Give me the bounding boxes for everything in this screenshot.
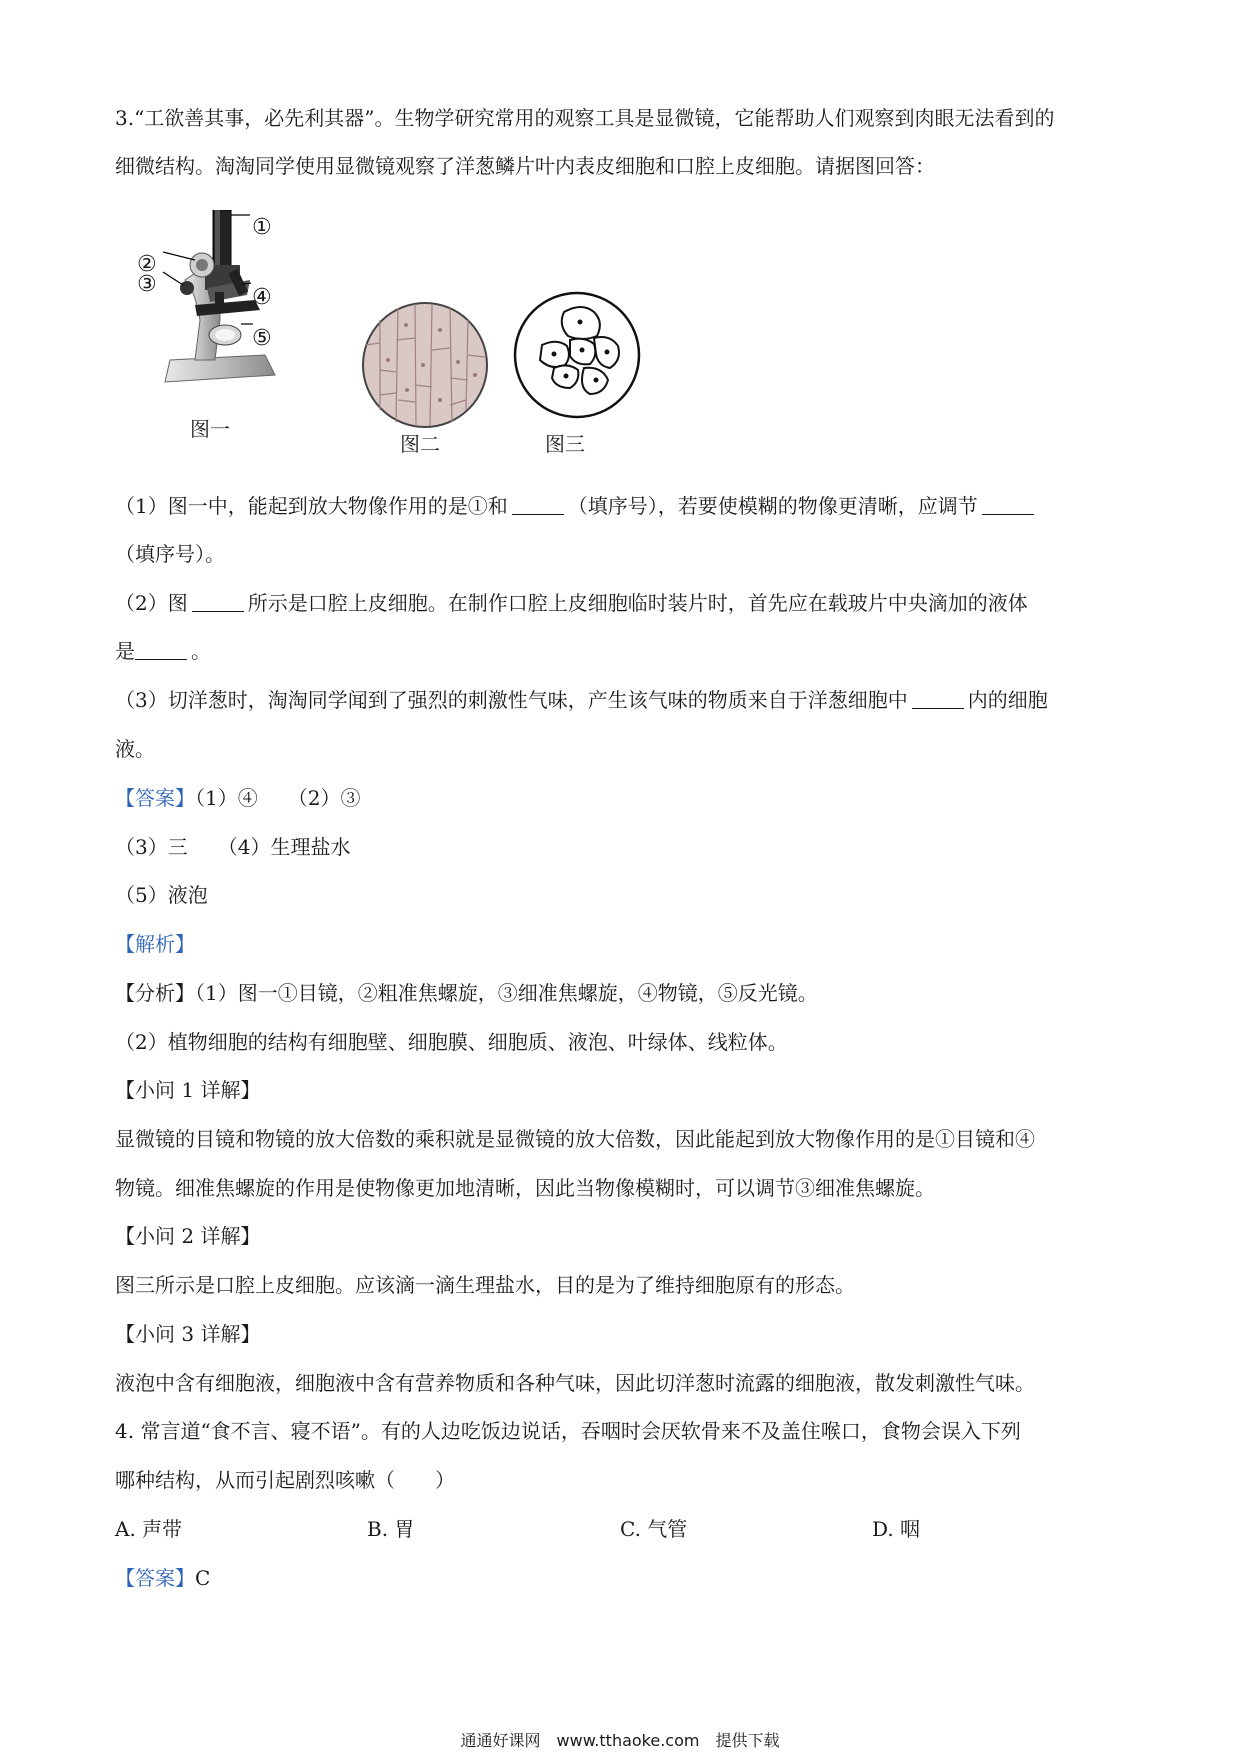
answer-tag: 【答案】 — [115, 786, 195, 810]
q4-option-d: D. 咽 — [872, 1517, 921, 1541]
cheek-cells-figure — [512, 290, 642, 420]
q3-stem-line1: 3.“工欲善其事，必先利其器”。生物学研究常用的观察工具是显微镜，它能帮助人们观察到肉眼无法看到的 — [115, 106, 1055, 130]
figure2-caption: 图二 — [400, 432, 440, 456]
detail2-title: 【小问 2 详解】 — [115, 1224, 261, 1248]
blank-3 — [192, 591, 244, 612]
q3-answer-line3: （5）液泡 — [115, 883, 208, 907]
label-2: ② — [137, 252, 157, 277]
analysis-tag: 【解析】 — [115, 932, 195, 956]
onion-cells-figure — [360, 300, 490, 430]
blank-2 — [982, 494, 1034, 515]
blank-1 — [512, 494, 564, 515]
blank-4 — [135, 639, 187, 660]
q4-stem-line1: 4. 常言道“食不言、寝不语”。有的人边吃饭边说话，吞咽时会厌软骨来不及盖住喉口，食物会误入下列 — [115, 1419, 1021, 1443]
q4-option-a: A. 声带 — [115, 1517, 183, 1541]
q3-sub1-line1: （1）图一中，能起到放大物像作用的是①和 （填序号），若要使模糊的物像更清晰，应调节 — [115, 492, 1135, 520]
label-3: ③ — [137, 272, 157, 297]
detail3-line1: 液泡中含有细胞液，细胞液中含有营养物质和各种气味，因此切洋葱时流露的细胞液，散发刺激性气味。 — [115, 1371, 1035, 1395]
q3-sub3-line2: 液。 — [115, 737, 155, 761]
detail1-title: 【小问 1 详解】 — [115, 1078, 261, 1102]
q4-stem-line2: 哪种结构，从而引起剧烈咳嗽（ ） — [115, 1468, 455, 1492]
detail1-line2: 物镜。细准焦螺旋的作用是使物像更加地清晰，因此当物像模糊时，可以调节③细准焦螺旋。 — [115, 1176, 935, 1200]
q3-sub2-line2: 是 。 — [115, 639, 211, 663]
q3-sub1-line2: （填序号）。 — [115, 542, 225, 566]
detail3-title: 【小问 3 详解】 — [115, 1322, 261, 1346]
detail1-line1: 显微镜的目镜和物镜的放大倍数的乘积就是显微镜的放大倍数，因此能起到放大物像作用的是①目镜和④ — [115, 1127, 1035, 1151]
detail2-line1: 图三所示是口腔上皮细胞。应该滴一滴生理盐水，目的是为了维持细胞原有的形态。 — [115, 1273, 855, 1297]
q3-answer-line2: （3）三 （4）生理盐水 — [115, 835, 351, 859]
q3-sub3-line1: （3）切洋葱时，淘淘同学闻到了强烈的刺激性气味，产生该气味的物质来自于洋葱细胞中 内的细胞 — [115, 688, 1048, 712]
q4-answer: 【答案】C — [115, 1566, 211, 1590]
q3-stem-line2: 细微结构。淘淘同学使用显微镜观察了洋葱鳞片叶内表皮细胞和口腔上皮细胞。请据图回答： — [115, 154, 935, 178]
analysis-line1: 【分析】（1）图一①目镜，②粗准焦螺旋，③细准焦螺旋，④物镜，⑤反光镜。 — [115, 981, 818, 1005]
q4-option-c: C. 气管 — [620, 1517, 688, 1541]
analysis-line2: （2）植物细胞的结构有细胞壁、细胞膜、细胞质、液泡、叶绿体、线粒体。 — [115, 1030, 788, 1054]
page-footer: 通通好课网 www.tthaoke.com 提供下载 — [460, 1731, 780, 1750]
blank-5 — [912, 688, 964, 709]
q3-answer-line1: 【答案】（1）④ （2）③ — [115, 786, 361, 810]
label-5: ⑤ — [252, 326, 272, 351]
figure3-caption: 图三 — [545, 432, 585, 456]
label-1: ① — [252, 215, 272, 240]
label-4: ④ — [252, 285, 272, 310]
microscope-figure — [125, 210, 325, 410]
figure1-caption: 图一 — [190, 417, 230, 441]
q3-sub2-line1: （2）图 所示是口腔上皮细胞。在制作口腔上皮细胞临时装片时，首先应在载玻片中央滴加的液体 — [115, 591, 1028, 615]
q4-option-b: B. 胃 — [367, 1517, 415, 1541]
